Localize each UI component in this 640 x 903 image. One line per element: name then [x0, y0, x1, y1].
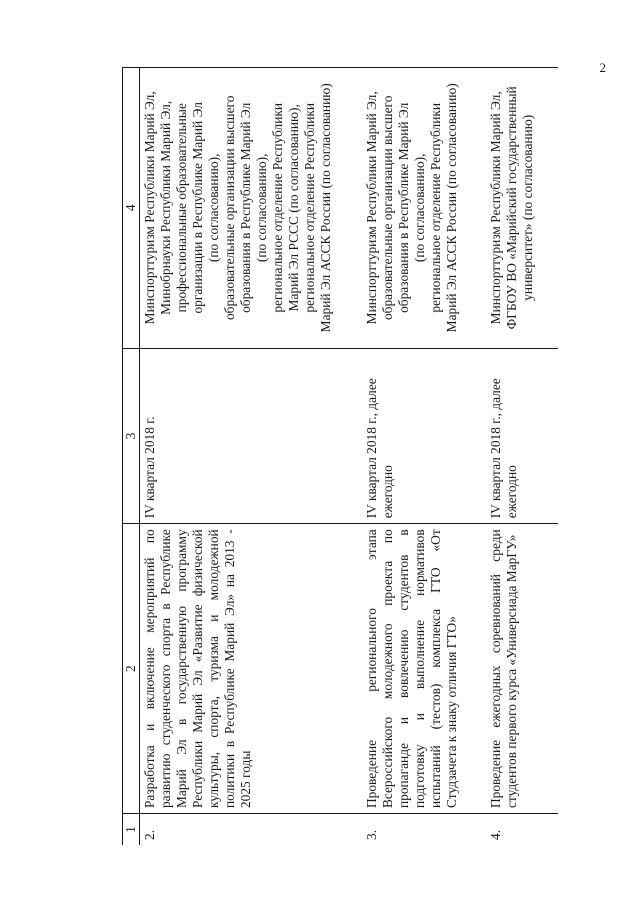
- executor-line: Минспорттуризм Республики Марий Эл,: [487, 91, 503, 325]
- executor-line: организации в Республике Марий Эл: [190, 102, 205, 314]
- header-col-3: 3: [123, 348, 140, 524]
- executor-line: профессиональные образовательные: [174, 103, 189, 313]
- executor-line: региональное отделение Республики: [427, 102, 443, 313]
- header-col-1: 1: [123, 814, 140, 845]
- row-task: Проведение ежегодных соревнований среди студентов первого курса «Универсиада МарГУ»: [486, 524, 558, 814]
- executor-line: ФГБОУ ВО «Марийский государственный: [503, 86, 519, 330]
- row-executors: [486, 68, 558, 349]
- executor-line: Минспорттуризм Республики Марий Эл,: [363, 91, 379, 325]
- row-executors: [362, 68, 486, 349]
- executor-line: образования в Республике Марий Эл: [238, 102, 253, 313]
- executor-line: Минобрнауки Республики Марий Эл,: [158, 100, 173, 315]
- executor-line: (по согласованию),: [254, 153, 269, 263]
- executor-line: Марий Эл АССК России (по согласованию): [443, 83, 459, 333]
- row-deadline: IV квартал 2018 г., далее ежегодно: [486, 348, 558, 524]
- row-task: Разработка и включение мероприятий по развитию студенческого спорта в Республике Марий Эл в государственную программу Республики Марий Эл «Развитие физической культуры, спорта, туризма и молодежной политики в Республике Марий Эл» на 2013 - 2025 годы: [140, 524, 362, 814]
- executor-line: региональное отделение Республики: [270, 102, 285, 313]
- row-deadline: IV квартал 2018 г.: [140, 348, 362, 524]
- table-row: [486, 68, 558, 846]
- executor-line: образовательные организации высшего: [222, 95, 237, 321]
- executor-line: региональное отделение Республики: [302, 102, 317, 313]
- executor-line: Марий Эл РССС (по согласованию),: [286, 104, 301, 312]
- table-row: [140, 68, 362, 846]
- executor-line: университет» (по согласованию): [519, 114, 535, 301]
- row-number: 4.: [487, 829, 503, 840]
- row-executors: [140, 68, 362, 349]
- executor-line: (по согласованию),: [411, 153, 427, 263]
- header-col-2: 2: [123, 524, 140, 814]
- rotated-table-container: [122, 67, 567, 845]
- table-header-row: [123, 68, 140, 846]
- page-number: 2: [599, 60, 606, 75]
- executor-line: образовательные организации высшего: [379, 95, 395, 321]
- executor-line: (по согласованию),: [206, 153, 221, 263]
- executor-line: Марий Эл АССК России (по согласованию): [318, 83, 333, 333]
- executor-line: Минспорттуризм Республики Марий Эл,: [142, 91, 157, 325]
- action-plan-table: [122, 67, 558, 845]
- row-task: Проведение регионального этапа Всероссийского молодежного проекта по пропаганде и вовлечению студентов в подготовку и выполнение нормативов испытаний (тестов) комплекса ГТО «От Студзачета к знаку отличия ГТО»: [362, 524, 486, 814]
- row-number: 2.: [142, 829, 157, 840]
- table-row: [362, 68, 486, 846]
- row-number: 3.: [363, 829, 379, 840]
- header-col-4: 4: [123, 68, 140, 349]
- executor-line: образования в Республике Марий Эл: [395, 102, 411, 313]
- row-deadline: IV квартал 2018 г., далее ежегодно: [362, 348, 486, 524]
